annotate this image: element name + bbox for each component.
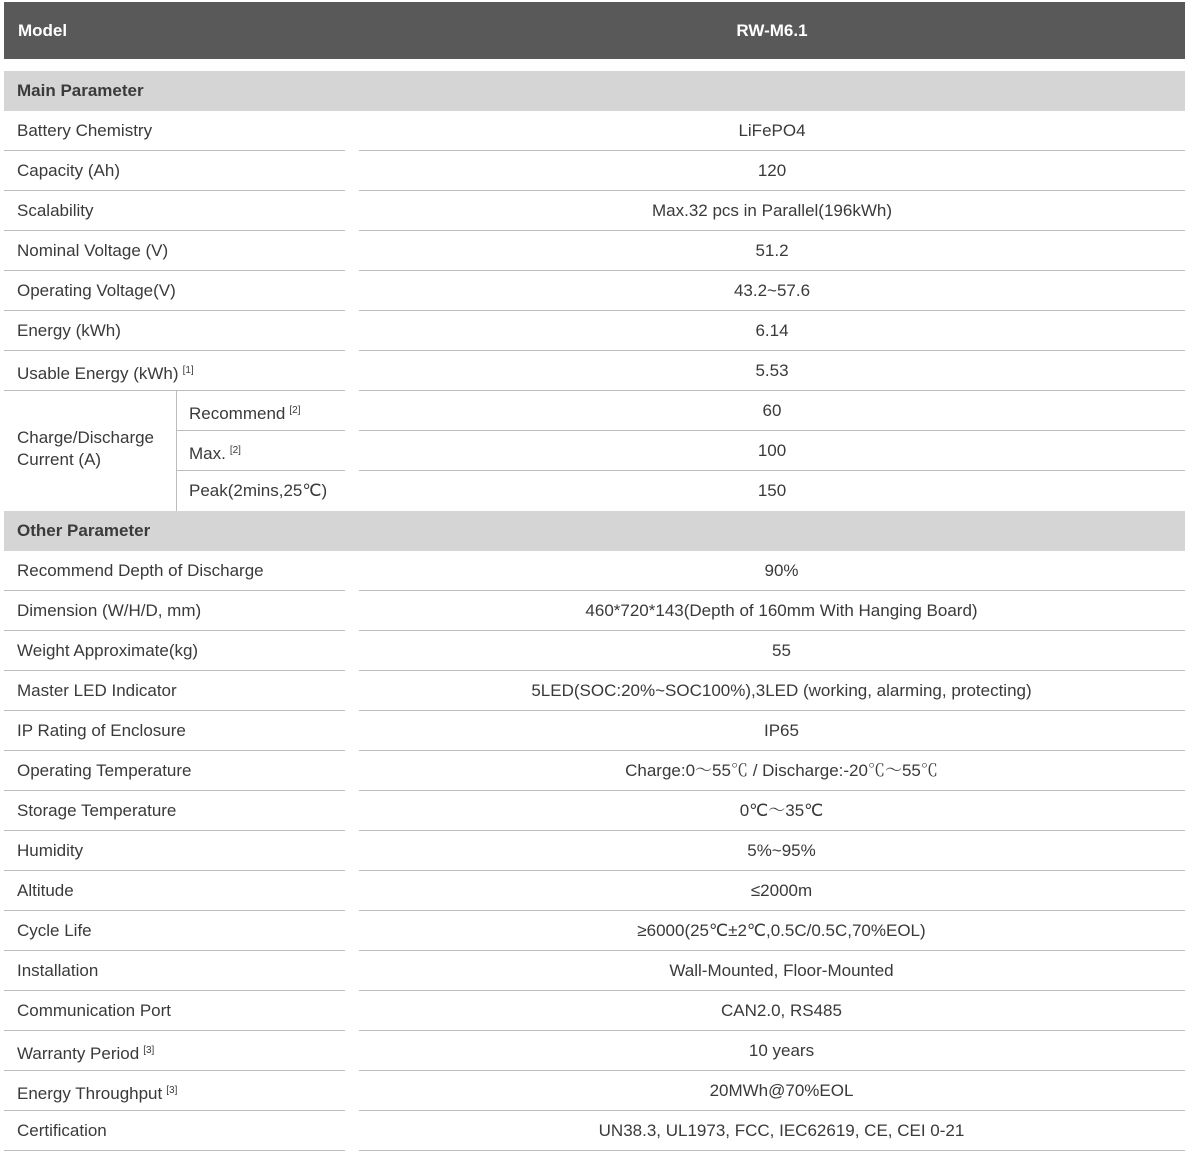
spec-value: UN38.3, UL1973, FCC, IEC62619, CE, CEI 0-21 <box>598 1121 965 1140</box>
spec-row-scalability <box>4 191 1185 231</box>
spec-row-operating-temperature <box>4 751 1185 791</box>
spec-label: Communication Port <box>17 1001 172 1020</box>
spec-label: Master LED Indicator <box>17 681 177 700</box>
spec-value: 43.2~57.6 <box>733 281 811 300</box>
spec-row-altitude <box>4 871 1185 911</box>
spec-value: 0℃～35℃ <box>739 801 824 820</box>
footnote-ref: [2] <box>229 445 241 456</box>
spec-label: Energy (kWh) <box>17 321 121 340</box>
spec-row-battery-chemistry <box>4 111 1185 151</box>
spec-value: LiFePO4 <box>738 121 806 140</box>
spec-label: Altitude <box>17 881 74 900</box>
footnote-ref: [3] <box>143 1045 155 1056</box>
spec-label: IP Rating of Enclosure <box>17 721 186 740</box>
spec-row-operating-voltage-v <box>4 271 1185 311</box>
spec-label: Battery Chemistry <box>17 121 153 140</box>
spec-label: Usable Energy (kWh) [1] <box>17 364 194 383</box>
model-header <box>4 2 1185 59</box>
spec-row-installation <box>4 951 1185 991</box>
spec-row-energy-kwh <box>4 311 1185 351</box>
spec-value: ≥6000(25℃±2℃,0.5C/0.5C,70%EOL) <box>637 921 926 940</box>
spec-label: Operating Temperature <box>17 761 192 780</box>
spec-value: 55 <box>772 641 791 660</box>
model-value: RW-M6.1 <box>736 21 808 40</box>
spec-row-cycle-life <box>4 911 1185 951</box>
spec-value: 150 <box>757 481 787 500</box>
spec-value: 460*720*143(Depth of 160mm With Hanging Board) <box>585 601 978 620</box>
spec-value: 51.2 <box>755 241 789 260</box>
spec-label: Scalability <box>17 201 94 220</box>
spec-value: 6.14 <box>755 321 789 340</box>
spec-label: Installation <box>17 961 99 980</box>
spec-value: ≤2000m <box>750 881 813 900</box>
spec-row-energy-throughput <box>4 1071 1185 1111</box>
spec-label: Dimension (W/H/D, mm) <box>17 601 202 620</box>
spec-value: 60 <box>762 401 782 420</box>
spec-label: Energy Throughput [3] <box>17 1084 178 1103</box>
spec-row-weight-approximate-kg <box>4 631 1185 671</box>
spec-label: Nominal Voltage (V) <box>17 241 169 260</box>
current-row-peak-2mins-25 <box>177 471 1185 511</box>
other-parameter-rows <box>4 551 1185 1151</box>
spec-label: Max. [2] <box>189 444 241 463</box>
spec-label: Cycle Life <box>17 921 92 940</box>
charge-discharge-current-group <box>4 391 1185 511</box>
spec-label: Peak(2mins,25℃) <box>189 481 328 500</box>
spec-label: Recommend [2] <box>189 404 301 423</box>
spec-value: 5LED(SOC:20%~SOC100%),3LED (working, alarming, protecting) <box>531 681 1032 700</box>
footnote-ref: [3] <box>166 1085 178 1096</box>
spec-row-ip-rating-of-enclosure <box>4 711 1185 751</box>
main-parameter-rows <box>4 111 1185 391</box>
spec-value: Charge:0～55℃ / Discharge:-20℃～55℃ <box>625 761 938 780</box>
spec-value: 100 <box>757 441 787 460</box>
spec-table <box>4 2 1185 1151</box>
spec-row-humidity <box>4 831 1185 871</box>
current-row-recommend <box>177 391 1185 431</box>
spec-value: IP65 <box>764 721 799 740</box>
model-label: Model <box>18 21 68 40</box>
spec-value: 20MWh@70%EOL <box>709 1081 854 1100</box>
spec-row-communication-port <box>4 991 1185 1031</box>
main-parameter-heading: Main Parameter <box>4 71 1185 111</box>
spec-value: 90% <box>764 561 799 580</box>
current-row-max <box>177 431 1185 471</box>
spec-row-usable-energy-kwh <box>4 351 1185 391</box>
spec-row-capacity-ah <box>4 151 1185 191</box>
spec-label: Storage Temperature <box>17 801 177 820</box>
spec-value: 5.53 <box>755 361 789 380</box>
spec-value: 10 years <box>748 1041 815 1060</box>
spec-row-warranty-period <box>4 1031 1185 1071</box>
spec-row-nominal-voltage-v <box>4 231 1185 271</box>
spec-label: Recommend Depth of Discharge <box>17 561 264 580</box>
spec-label: Operating Voltage(V) <box>17 281 176 300</box>
spec-label: Warranty Period [3] <box>17 1044 155 1063</box>
spec-value: 5%~95% <box>747 841 816 860</box>
spec-value: 120 <box>757 161 787 180</box>
spec-row-recommend-depth-of-discharge <box>4 551 1185 591</box>
spec-value: Max.32 pcs in Parallel(196kWh) <box>652 201 892 220</box>
footnote-ref: [2] <box>289 405 301 416</box>
spec-label: Weight Approximate(kg) <box>17 641 199 660</box>
other-parameter-heading: Other Parameter <box>4 511 1185 551</box>
charge-discharge-current-label: Charge/Discharge Current (A) <box>17 428 155 469</box>
spec-value: Wall-Mounted, Floor-Mounted <box>669 961 894 980</box>
spec-row-storage-temperature <box>4 791 1185 831</box>
spec-label: Capacity (Ah) <box>17 161 120 180</box>
spec-row-master-led-indicator <box>4 671 1185 711</box>
spec-row-certification <box>4 1111 1185 1151</box>
spec-label: Certification <box>17 1121 107 1140</box>
spec-label: Humidity <box>17 841 84 860</box>
footnote-ref: [1] <box>182 365 194 376</box>
spec-value: CAN2.0, RS485 <box>721 1001 842 1020</box>
spec-row-dimension-w-h-d-mm <box>4 591 1185 631</box>
